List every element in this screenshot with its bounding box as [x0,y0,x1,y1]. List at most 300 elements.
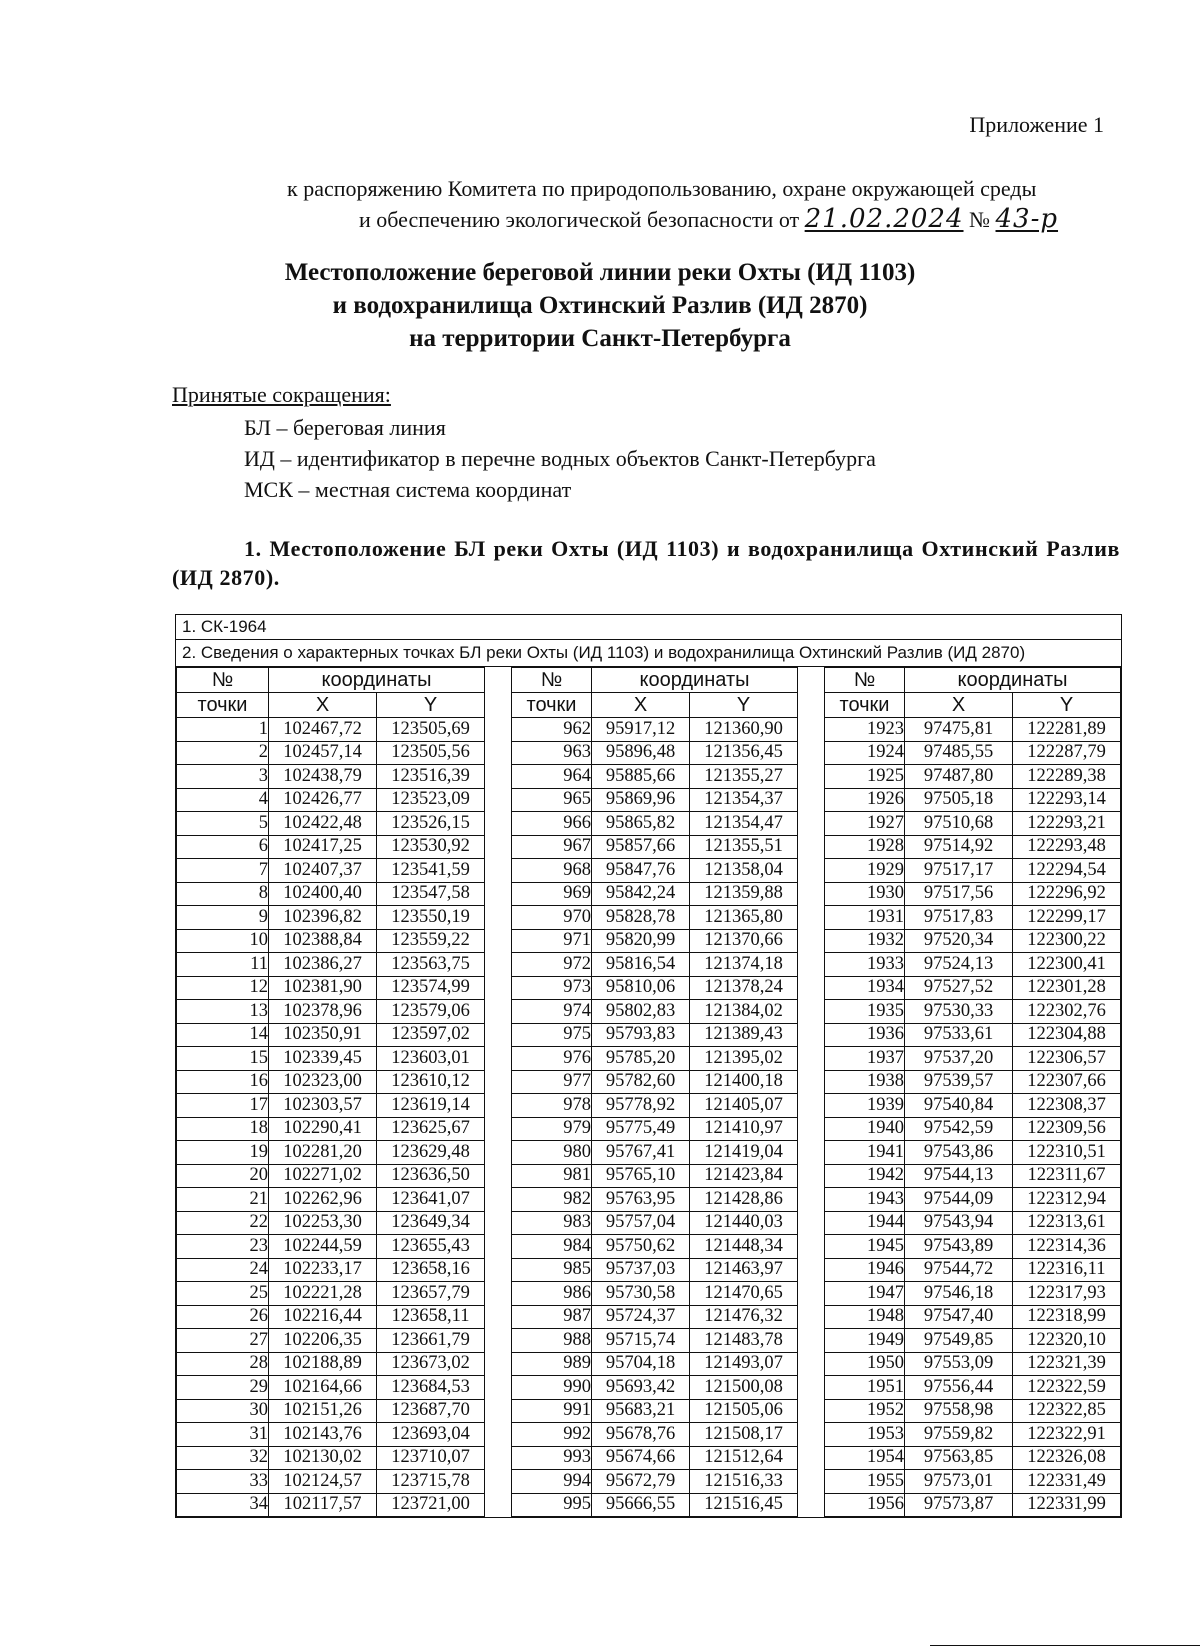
coord-y: 122293,14 [1013,788,1121,812]
col-header-point: точки [825,693,905,718]
point-number: 21 [177,1188,269,1212]
point-number: 6 [177,835,269,859]
coord-x: 95763,95 [592,1188,690,1212]
annex-label: Приложение 1 [969,112,1104,137]
table-row [177,1399,485,1423]
col-header-x: X [592,693,690,718]
coord-y: 122309,56 [1013,1117,1121,1141]
coord-y: 121516,45 [690,1493,798,1517]
coord-y: 122322,59 [1013,1376,1121,1400]
coord-y: 121378,24 [690,976,798,1000]
coord-y: 121508,17 [690,1423,798,1447]
table-row [177,1493,485,1517]
table-row [177,1329,485,1353]
coord-x: 95810,06 [592,976,690,1000]
point-number: 979 [512,1117,592,1141]
point-number: 1947 [825,1282,905,1306]
coord-x: 95724,37 [592,1305,690,1329]
point-number: 20 [177,1164,269,1188]
coord-x: 97517,17 [905,859,1013,883]
point-number: 968 [512,859,592,883]
coord-x: 102426,77 [269,788,377,812]
table-row [825,718,1121,742]
table-row [177,882,485,906]
table-row [825,929,1121,953]
coord-y: 121419,04 [690,1141,798,1165]
coord-x: 97533,61 [905,1023,1013,1047]
coord-y: 123526,15 [377,812,485,836]
table-row [512,1423,798,1447]
point-number: 1 [177,718,269,742]
table-row [177,1094,485,1118]
table-row [177,953,485,977]
coord-x: 97559,82 [905,1423,1013,1447]
coord-x: 97543,86 [905,1141,1013,1165]
coord-y: 121389,43 [690,1023,798,1047]
point-number: 19 [177,1141,269,1165]
table-row [177,1117,485,1141]
coord-y: 122312,94 [1013,1188,1121,1212]
point-number: 1943 [825,1188,905,1212]
coord-x: 95715,74 [592,1329,690,1353]
coord-y: 123550,19 [377,906,485,930]
table-row [825,1305,1121,1329]
table-row [512,718,798,742]
table-row [512,1493,798,1517]
coord-x: 95896,48 [592,741,690,765]
coord-y: 121428,86 [690,1188,798,1212]
table-row [825,1235,1121,1259]
coord-x: 95857,66 [592,835,690,859]
table-row [177,788,485,812]
coord-x: 102323,00 [269,1070,377,1094]
coord-y: 123658,11 [377,1305,485,1329]
col-header-point: точки [512,693,592,718]
col-header-y: Y [690,693,798,718]
coord-x: 102438,79 [269,765,377,789]
coord-y: 123516,39 [377,765,485,789]
coord-y: 121500,08 [690,1376,798,1400]
coord-x: 102143,76 [269,1423,377,1447]
table-row [512,1141,798,1165]
point-number: 25 [177,1282,269,1306]
coord-y: 121493,07 [690,1352,798,1376]
coord-y: 122287,79 [1013,741,1121,765]
table-row [177,906,485,930]
coord-x: 95842,24 [592,882,690,906]
point-number: 1931 [825,906,905,930]
table-row [177,1000,485,1024]
point-number: 14 [177,1023,269,1047]
coord-x: 102164,66 [269,1376,377,1400]
coordinate-grid-1 [176,667,485,1517]
point-number: 16 [177,1070,269,1094]
point-number: 974 [512,1000,592,1024]
coordinate-system-row: 1. СК-1964 [176,615,1121,640]
coord-y: 123684,53 [377,1376,485,1400]
coord-x: 102422,48 [269,812,377,836]
coord-y: 123523,09 [377,788,485,812]
coord-x: 97543,94 [905,1211,1013,1235]
coord-y: 122294,54 [1013,859,1121,883]
coord-x: 97542,59 [905,1117,1013,1141]
coord-x: 95917,12 [592,718,690,742]
table-row [512,929,798,953]
point-number: 1925 [825,765,905,789]
coord-x: 95704,18 [592,1352,690,1376]
point-number: 7 [177,859,269,883]
coord-y: 123579,06 [377,1000,485,1024]
table-row [825,1188,1121,1212]
coord-y: 122318,99 [1013,1305,1121,1329]
table-row [825,1282,1121,1306]
coord-x: 97539,57 [905,1070,1013,1094]
point-number: 964 [512,765,592,789]
point-number: 1924 [825,741,905,765]
table-row [177,1047,485,1071]
coord-x: 95683,21 [592,1399,690,1423]
coord-x: 97520,34 [905,929,1013,953]
coord-x: 97573,87 [905,1493,1013,1517]
table-row [512,1282,798,1306]
point-number: 992 [512,1423,592,1447]
coord-x: 95793,83 [592,1023,690,1047]
table-row [177,1446,485,1470]
table-row [512,1000,798,1024]
coord-y: 123541,59 [377,859,485,883]
point-number: 1954 [825,1446,905,1470]
table-row [512,741,798,765]
coord-x: 102407,37 [269,859,377,883]
coord-y: 121448,34 [690,1235,798,1259]
table-row [177,835,485,859]
table-row [512,1164,798,1188]
point-number: 8 [177,882,269,906]
table-row [177,1141,485,1165]
point-number: 1945 [825,1235,905,1259]
coord-y: 122314,36 [1013,1235,1121,1259]
table-row [177,1235,485,1259]
coord-y: 121354,47 [690,812,798,836]
coord-x: 97553,09 [905,1352,1013,1376]
coord-x: 95737,03 [592,1258,690,1282]
table-row [825,1423,1121,1447]
table-row [825,1258,1121,1282]
coord-x: 102303,57 [269,1094,377,1118]
table-row [177,1470,485,1494]
table-row [825,1141,1121,1165]
point-number: 1929 [825,859,905,883]
point-number: 978 [512,1094,592,1118]
coord-y: 123505,69 [377,718,485,742]
coord-y: 121360,90 [690,718,798,742]
table-row [825,859,1121,883]
coord-x: 97505,18 [905,788,1013,812]
point-number: 982 [512,1188,592,1212]
abbreviation-item: БЛ – береговая линия [244,415,446,440]
coord-y: 121384,02 [690,1000,798,1024]
coord-x: 102378,96 [269,1000,377,1024]
point-number: 1930 [825,882,905,906]
table-row [825,812,1121,836]
point-number: 33 [177,1470,269,1494]
coord-x: 102124,57 [269,1470,377,1494]
table-row [177,1188,485,1212]
coord-y: 122300,22 [1013,929,1121,953]
table-row [177,1352,485,1376]
point-number: 1948 [825,1305,905,1329]
table-row [177,1423,485,1447]
coord-y: 122299,17 [1013,906,1121,930]
table-row [825,976,1121,1000]
point-number: 1927 [825,812,905,836]
coord-y: 123625,67 [377,1117,485,1141]
table-row [177,718,485,742]
coord-x: 97524,13 [905,953,1013,977]
point-number: 963 [512,741,592,765]
coord-x: 95820,99 [592,929,690,953]
point-number: 1935 [825,1000,905,1024]
point-number: 965 [512,788,592,812]
coord-y: 121440,03 [690,1211,798,1235]
coord-x: 95782,60 [592,1070,690,1094]
point-number: 990 [512,1376,592,1400]
coordinate-grid-2 [511,667,798,1517]
coord-x: 95750,62 [592,1235,690,1259]
abbreviations-heading: Принятые сокращения: [172,382,391,407]
coord-x: 95678,76 [592,1423,690,1447]
table-row [825,1376,1121,1400]
coord-x: 97487,80 [905,765,1013,789]
coord-y: 123559,22 [377,929,485,953]
coord-y: 121395,02 [690,1047,798,1071]
table-row [177,1282,485,1306]
coord-x: 95869,96 [592,788,690,812]
coord-x: 97485,55 [905,741,1013,765]
abbreviations-list [244,412,876,505]
table-row [825,1352,1121,1376]
coord-y: 122326,08 [1013,1446,1121,1470]
point-number: 1950 [825,1352,905,1376]
table-row [825,788,1121,812]
coord-x: 97540,84 [905,1094,1013,1118]
table-row [512,1329,798,1353]
coord-x: 102117,57 [269,1493,377,1517]
col-header-x: X [269,693,377,718]
col-header-no: № [825,668,905,693]
coord-x: 97563,85 [905,1446,1013,1470]
table-row [825,1446,1121,1470]
coord-x: 95765,10 [592,1164,690,1188]
coordinate-grid-3 [824,667,1121,1517]
coord-y: 123610,12 [377,1070,485,1094]
coord-x: 97543,89 [905,1235,1013,1259]
point-number: 15 [177,1047,269,1071]
table-row [512,882,798,906]
coord-y: 123641,07 [377,1188,485,1212]
table-row [177,1023,485,1047]
table-row [512,906,798,930]
coord-y: 121374,18 [690,953,798,977]
coord-y: 123505,56 [377,741,485,765]
point-number: 967 [512,835,592,859]
coord-x: 97547,40 [905,1305,1013,1329]
table-row [177,1211,485,1235]
table-row [512,1023,798,1047]
coord-y: 122311,67 [1013,1164,1121,1188]
table-row [177,1164,485,1188]
coord-x: 97549,85 [905,1329,1013,1353]
table-row [512,1352,798,1376]
coord-x: 97475,81 [905,718,1013,742]
coord-y: 122300,41 [1013,953,1121,977]
coord-x: 102188,89 [269,1352,377,1376]
coord-x: 102381,90 [269,976,377,1000]
table-row [177,929,485,953]
point-number: 13 [177,1000,269,1024]
coord-x: 97544,13 [905,1164,1013,1188]
point-number: 983 [512,1211,592,1235]
table-row [512,953,798,977]
coord-x: 102216,44 [269,1305,377,1329]
coord-y: 121365,80 [690,906,798,930]
coord-x: 102457,14 [269,741,377,765]
coord-y: 122306,57 [1013,1047,1121,1071]
coord-y: 123687,70 [377,1399,485,1423]
coord-x: 95666,55 [592,1493,690,1517]
table-row [512,1188,798,1212]
table-row [177,812,485,836]
col-header-point: точки [177,693,269,718]
point-number: 11 [177,953,269,977]
coord-y: 122308,37 [1013,1094,1121,1118]
table-row [512,1446,798,1470]
coord-y: 123710,07 [377,1446,485,1470]
coord-y: 121516,33 [690,1470,798,1494]
section-1-heading: 1. Местоположение БЛ реки Охты (ИД 1103) и водохранилища Охтинский Разлив (ИД 2870). [172,536,1120,590]
abbreviation-item: ИД – идентификатор в перечне водных объектов Санкт-Петербурга [244,446,876,471]
coord-x: 95885,66 [592,765,690,789]
abbreviation-item: МСК – местная система координат [244,477,572,502]
point-number: 1953 [825,1423,905,1447]
table-row [825,1094,1121,1118]
table-row [177,1258,485,1282]
table-row [825,1399,1121,1423]
coord-y: 122321,39 [1013,1352,1121,1376]
coord-x: 102151,26 [269,1399,377,1423]
coord-y: 122302,76 [1013,1000,1121,1024]
coord-x: 102206,35 [269,1329,377,1353]
point-number: 971 [512,929,592,953]
table-row [825,835,1121,859]
point-number: 27 [177,1329,269,1353]
point-number: 4 [177,788,269,812]
coord-x: 95828,78 [592,906,690,930]
title-line-3: на территории Санкт-Петербурга [409,325,791,352]
points-info-row: 2. Сведения о характерных точках БЛ реки Охты (ИД 1103) и водохранилища Охтинский Разлив (ИД 2870) [176,640,1121,667]
point-number: 1942 [825,1164,905,1188]
point-number: 1933 [825,953,905,977]
point-number: 994 [512,1470,592,1494]
coordinates-table [175,614,1122,1518]
col-header-coordinates: координаты [269,668,485,693]
point-number: 9 [177,906,269,930]
table-row [825,1329,1121,1353]
table-row [825,906,1121,930]
coord-x: 97558,98 [905,1399,1013,1423]
coord-y: 122322,85 [1013,1399,1121,1423]
point-number: 993 [512,1446,592,1470]
table-row [825,1211,1121,1235]
table-row [177,1070,485,1094]
point-number: 32 [177,1446,269,1470]
table-row [177,1376,485,1400]
coord-x: 95816,54 [592,953,690,977]
point-number: 24 [177,1258,269,1282]
coord-x: 97517,83 [905,906,1013,930]
point-number: 1944 [825,1211,905,1235]
coord-y: 121512,64 [690,1446,798,1470]
coord-x: 102386,27 [269,953,377,977]
coord-x: 102388,84 [269,929,377,953]
point-number: 1938 [825,1070,905,1094]
coord-x: 95730,58 [592,1282,690,1306]
coord-y: 123655,43 [377,1235,485,1259]
coord-y: 121358,04 [690,859,798,883]
coord-x: 102290,41 [269,1117,377,1141]
coord-y: 121355,51 [690,835,798,859]
table-row [177,976,485,1000]
point-number: 984 [512,1235,592,1259]
coord-y: 123530,92 [377,835,485,859]
number-sign: № [969,207,991,232]
table-row [825,1117,1121,1141]
coord-x: 97537,20 [905,1047,1013,1071]
table-row [825,1493,1121,1517]
point-number: 1934 [825,976,905,1000]
table-row [512,812,798,836]
col-header-no: № [512,668,592,693]
coord-x: 102417,25 [269,835,377,859]
point-number: 1937 [825,1047,905,1071]
table-row [512,788,798,812]
coord-x: 95674,66 [592,1446,690,1470]
point-number: 1955 [825,1470,905,1494]
point-number: 976 [512,1047,592,1071]
coord-x: 95775,49 [592,1117,690,1141]
coord-x: 97510,68 [905,812,1013,836]
coord-y: 121405,07 [690,1094,798,1118]
table-row [512,1470,798,1494]
col-header-no: № [177,668,269,693]
table-row [512,1376,798,1400]
coord-y: 123603,01 [377,1047,485,1071]
col-header-coordinates: координаты [592,668,798,693]
table-row [825,1000,1121,1024]
point-number: 28 [177,1352,269,1376]
coord-y: 123661,79 [377,1329,485,1353]
order-number: 43-р [995,204,1059,234]
point-number: 1951 [825,1376,905,1400]
coord-x: 97556,44 [905,1376,1013,1400]
coord-y: 122316,11 [1013,1258,1121,1282]
table-row [512,835,798,859]
coord-x: 102253,30 [269,1211,377,1235]
point-number: 1956 [825,1493,905,1517]
point-number: 995 [512,1493,592,1517]
coord-y: 121356,45 [690,741,798,765]
coord-y: 123547,58 [377,882,485,906]
